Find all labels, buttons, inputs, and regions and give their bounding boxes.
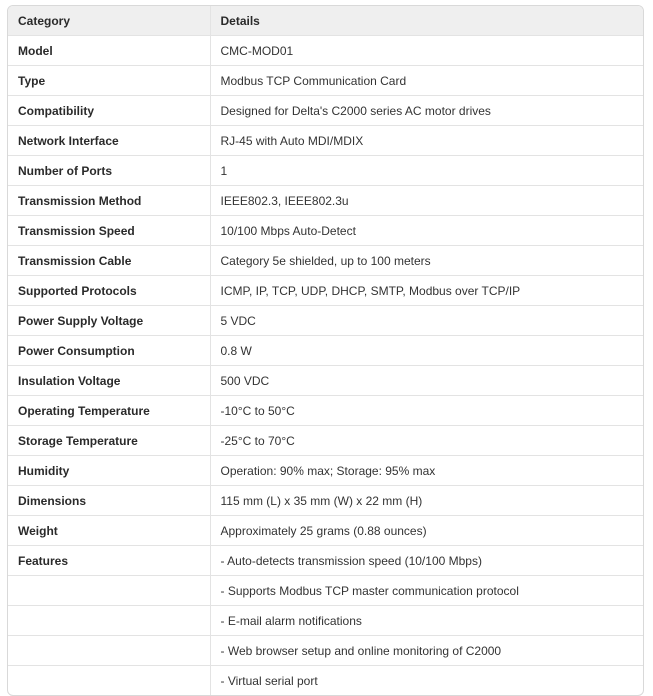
row-details: 1 bbox=[210, 156, 643, 186]
row-category: Power Consumption bbox=[8, 336, 210, 366]
row-category: Transmission Cable bbox=[8, 246, 210, 276]
row-category: Network Interface bbox=[8, 126, 210, 156]
table-row bbox=[8, 36, 643, 66]
table-row bbox=[8, 636, 643, 666]
row-category: Number of Ports bbox=[8, 156, 210, 186]
row-category: Type bbox=[8, 66, 210, 96]
table-row bbox=[8, 306, 643, 336]
row-category bbox=[8, 666, 210, 696]
row-details: - Virtual serial port bbox=[210, 666, 643, 696]
row-details: - E-mail alarm notifications bbox=[210, 606, 643, 636]
header-row bbox=[8, 6, 643, 36]
table-row bbox=[8, 276, 643, 306]
row-details: 500 VDC bbox=[210, 366, 643, 396]
row-category: Compatibility bbox=[8, 96, 210, 126]
table-row bbox=[8, 516, 643, 546]
row-details: IEEE802.3, IEEE802.3u bbox=[210, 186, 643, 216]
row-details: Operation: 90% max; Storage: 95% max bbox=[210, 456, 643, 486]
table-row bbox=[8, 666, 643, 696]
table-header bbox=[8, 6, 643, 36]
row-details: Designed for Delta's C2000 series AC motor drives bbox=[210, 96, 643, 126]
table-row bbox=[8, 546, 643, 576]
row-details: -25°C to 70°C bbox=[210, 426, 643, 456]
table-row bbox=[8, 396, 643, 426]
table-row bbox=[8, 486, 643, 516]
row-details: - Supports Modbus TCP master communication protocol bbox=[210, 576, 643, 606]
table-row bbox=[8, 126, 643, 156]
row-category: Dimensions bbox=[8, 486, 210, 516]
row-details: 0.8 W bbox=[210, 336, 643, 366]
row-details: Approximately 25 grams (0.88 ounces) bbox=[210, 516, 643, 546]
table-row bbox=[8, 426, 643, 456]
row-category bbox=[8, 636, 210, 666]
row-category: Storage Temperature bbox=[8, 426, 210, 456]
table-row bbox=[8, 186, 643, 216]
row-category bbox=[8, 606, 210, 636]
row-category: Humidity bbox=[8, 456, 210, 486]
row-details: 5 VDC bbox=[210, 306, 643, 336]
row-details: Category 5e shielded, up to 100 meters bbox=[210, 246, 643, 276]
row-category: Transmission Speed bbox=[8, 216, 210, 246]
row-details: Modbus TCP Communication Card bbox=[210, 66, 643, 96]
row-category: Power Supply Voltage bbox=[8, 306, 210, 336]
table-row bbox=[8, 246, 643, 276]
table-row bbox=[8, 336, 643, 366]
row-details: CMC-MOD01 bbox=[210, 36, 643, 66]
table-row bbox=[8, 96, 643, 126]
table-row bbox=[8, 576, 643, 606]
row-category: Operating Temperature bbox=[8, 396, 210, 426]
row-details: ICMP, IP, TCP, UDP, DHCP, SMTP, Modbus over TCP/IP bbox=[210, 276, 643, 306]
row-details: - Auto-detects transmission speed (10/100 Mbps) bbox=[210, 546, 643, 576]
table-row bbox=[8, 216, 643, 246]
table-row bbox=[8, 156, 643, 186]
table-row bbox=[8, 456, 643, 486]
table-row bbox=[8, 606, 643, 636]
row-category: Features bbox=[8, 546, 210, 576]
table-row bbox=[8, 366, 643, 396]
header-details: Details bbox=[210, 6, 643, 36]
row-category: Transmission Method bbox=[8, 186, 210, 216]
row-details: 10/100 Mbps Auto-Detect bbox=[210, 216, 643, 246]
row-category: Weight bbox=[8, 516, 210, 546]
row-category: Insulation Voltage bbox=[8, 366, 210, 396]
table-body bbox=[8, 36, 643, 696]
row-details: - Web browser setup and online monitoring of C2000 bbox=[210, 636, 643, 666]
spec-table bbox=[8, 6, 643, 695]
header-category: Category bbox=[8, 6, 210, 36]
table-row bbox=[8, 66, 643, 96]
row-details: RJ-45 with Auto MDI/MDIX bbox=[210, 126, 643, 156]
spec-table-container bbox=[7, 5, 644, 696]
row-category: Model bbox=[8, 36, 210, 66]
row-details: -10°C to 50°C bbox=[210, 396, 643, 426]
row-category bbox=[8, 576, 210, 606]
row-category: Supported Protocols bbox=[8, 276, 210, 306]
row-details: 115 mm (L) x 35 mm (W) x 22 mm (H) bbox=[210, 486, 643, 516]
